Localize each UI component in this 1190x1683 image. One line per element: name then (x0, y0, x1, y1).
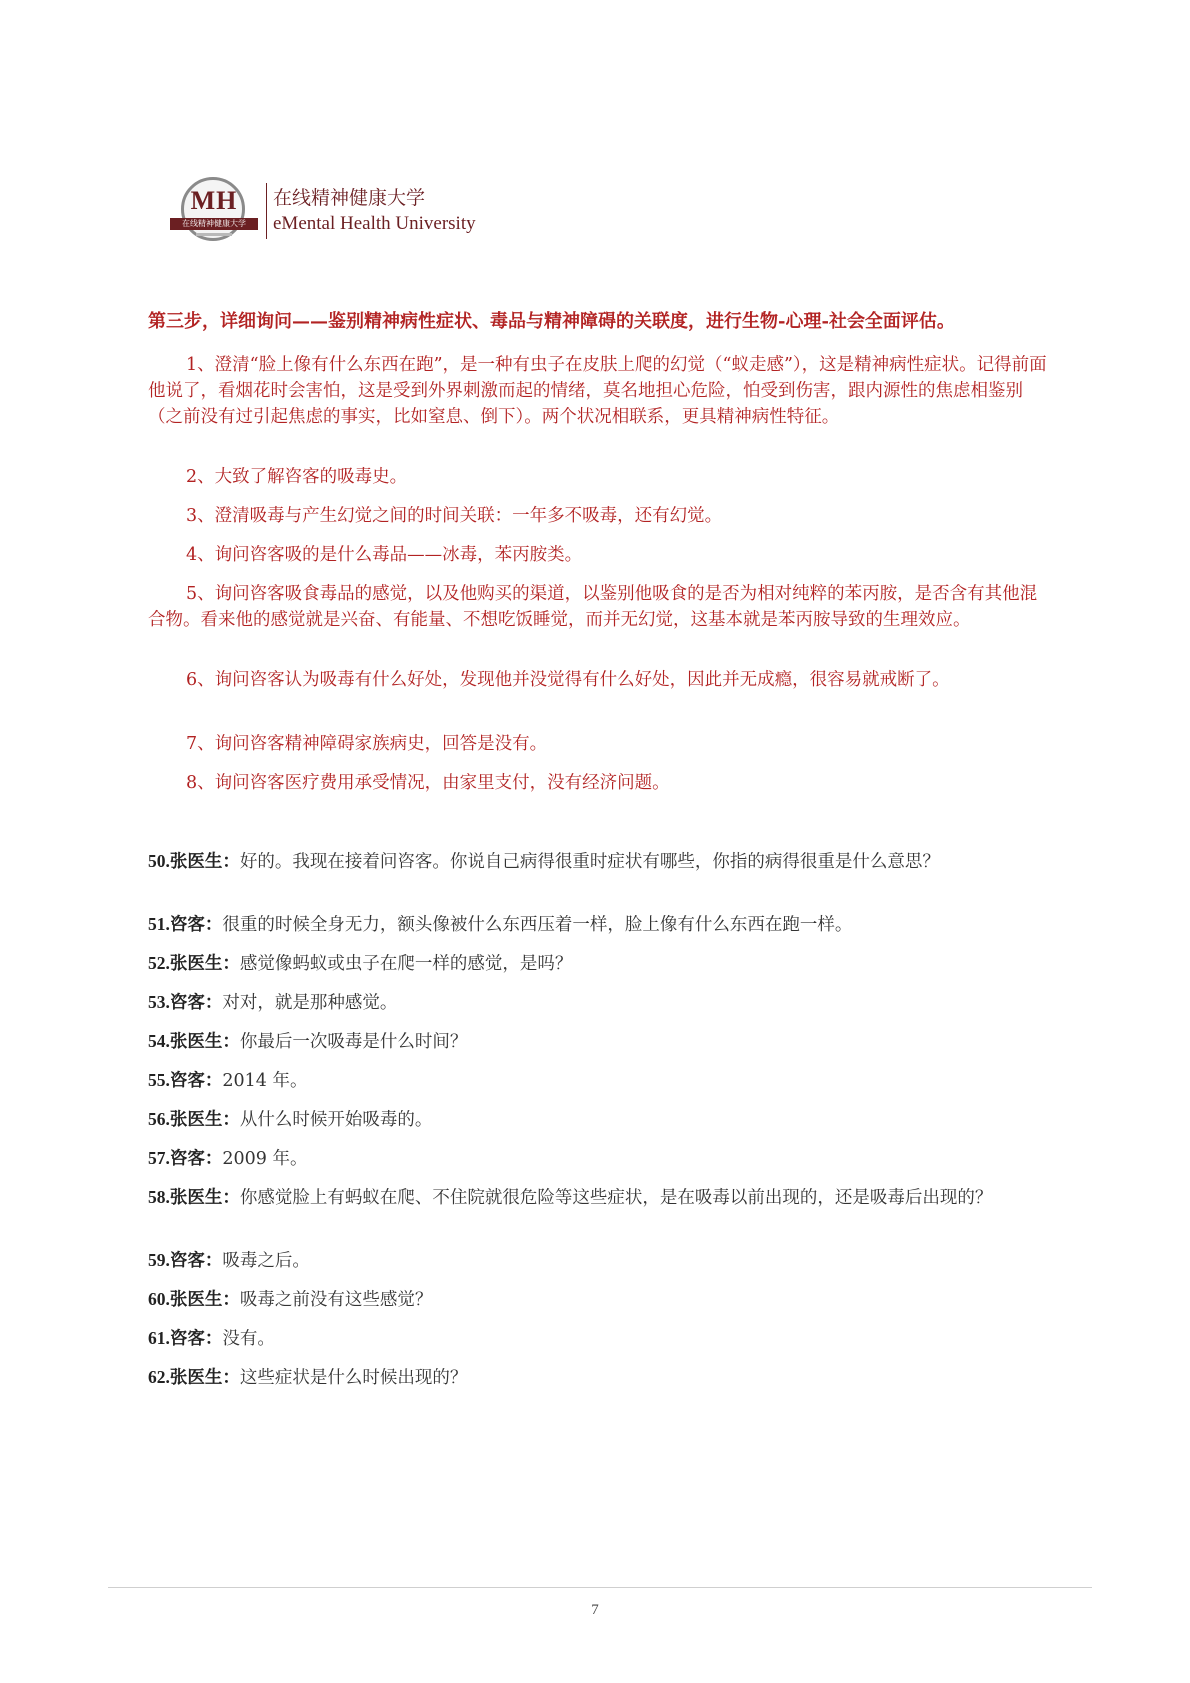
dialogue-line (148, 1247, 1054, 1274)
page-header (172, 176, 476, 246)
section-title: 第三步，详细询问——鉴别精神病性症状、毒品与精神障碍的关联度，进行生物-心理-社会全面评估。 (148, 311, 955, 332)
logo-underline (196, 233, 232, 236)
speaker-label: 张医生： (169, 1187, 240, 1207)
dialogue-text: 好的。我现在接着问咨客。你说自己病得很重时症状有哪些，你指的病得很重是什么意思？ (239, 852, 940, 872)
dialogue-line (148, 1364, 1054, 1391)
section-item-8: 8、询问咨客医疗费用承受情况，由家里支付，没有经济问题。 (186, 773, 670, 793)
section-item-2: 2、大致了解咨客的吸毒史。 (186, 467, 408, 487)
dialogue-line (148, 989, 1054, 1016)
dialogue-line (148, 1184, 1054, 1211)
dialogue-line (148, 1028, 1054, 1055)
speaker-label: 张医生： (169, 1109, 240, 1129)
dialogue-text: 你感觉脸上有蚂蚁在爬、不住院就很危险等这些症状，是在吸毒以前出现的，还是吸毒后出现的？ (239, 1188, 993, 1208)
speaker-label: 咨客： (169, 1070, 223, 1090)
dialogue-text: 这些症状是什么时候出现的？ (239, 1368, 468, 1388)
speaker-label: 咨客： (169, 1148, 223, 1168)
dialogue-line (148, 911, 1054, 938)
section-item-5: 5、询问咨客吸食毒品的感觉，以及他购买的渠道，以鉴别他吸食的是否为相对纯粹的苯丙胺，是否含有其他混合物。看来他的感觉就是兴奋、有能量、不想吃饭睡觉，而并无幻觉，这基本就是苯丙胺导致的生理效应。 (148, 584, 1038, 630)
dialogue-text: 你最后一次吸毒是什么时间？ (239, 1032, 468, 1052)
dialogue-text: 吸毒之后。 (222, 1251, 310, 1271)
dialogue-text: 对对，就是那种感觉。 (222, 993, 398, 1013)
line-number: 52. (148, 953, 170, 973)
section-item-3: 3、澄清吸毒与产生幻觉之间的时间关联：一年多不吸毒，还有幻觉。 (186, 506, 723, 526)
logo-band: 在线精神健康大学 (170, 218, 258, 230)
dialogue-line (148, 848, 1054, 875)
line-number: 60. (148, 1289, 170, 1309)
dialogue-line (148, 1067, 1054, 1094)
section-item-7: 7、询问咨客精神障碍家族病史，回答是没有。 (186, 734, 548, 754)
line-number: 61. (148, 1328, 170, 1348)
dialogue-text: 2014 年。 (222, 1071, 308, 1091)
speaker-label: 张医生： (169, 953, 240, 973)
line-number: 54. (148, 1031, 170, 1051)
line-number: 59. (148, 1250, 170, 1270)
line-number: 51. (148, 914, 170, 934)
dialogue-line (148, 1325, 1054, 1352)
brand-divider (266, 183, 267, 239)
speaker-label: 张医生： (169, 1289, 240, 1309)
dialogue-text: 吸毒之前没有这些感觉？ (239, 1290, 433, 1310)
line-number: 55. (148, 1070, 170, 1090)
line-number: 50. (148, 851, 170, 871)
brand-name-english: eMental Health University (273, 213, 476, 234)
speaker-label: 张医生： (169, 851, 240, 871)
section-item-1: 1、澄清“脸上像有什么东西在跑”，是一种有虫子在皮肤上爬的幻觉（“蚁走感”），这是精神病性症状。记得前面他说了，看烟花时会害怕，这是受到外界刺激而起的情绪，莫名地担心危险，怕受到伤害，跟内源性的焦虑相鉴别（之前没有过引起焦虑的事实，比如窒息、倒下）。两个状况相联系，更具精神病性特征。 (148, 355, 1047, 427)
brand-name-chinese: 在线精神健康大学 (273, 187, 426, 209)
logo-mark: MH (190, 186, 238, 215)
university-logo-seal (172, 177, 258, 245)
dialogue-line (148, 1286, 1054, 1313)
line-number: 58. (148, 1187, 170, 1207)
section-item-4: 4、询问咨客吸的是什么毒品——冰毒，苯丙胺类。 (186, 545, 583, 565)
footer-divider (108, 1587, 1092, 1588)
dialogue-line (148, 1106, 1054, 1133)
speaker-label: 张医生： (169, 1031, 240, 1051)
speaker-label: 张医生： (169, 1367, 240, 1387)
line-number: 57. (148, 1148, 170, 1168)
dialogue-text: 感觉像蚂蚁或虫子在爬一样的感觉，是吗？ (239, 954, 573, 974)
dialogue-text: 从什么时候开始吸毒的。 (239, 1110, 433, 1130)
section-item-6: 6、询问咨客认为吸毒有什么好处，发现他并没觉得有什么好处，因此并无成瘾，很容易就戒断了。 (186, 670, 950, 690)
dialogue-text: 没有。 (222, 1329, 275, 1349)
speaker-label: 咨客： (169, 1328, 223, 1348)
dialogue-line (148, 1145, 1054, 1172)
dialogue-text: 2009 年。 (222, 1149, 308, 1169)
dialogue-line (148, 950, 1054, 977)
speaker-label: 咨客： (169, 914, 223, 934)
line-number: 62. (148, 1367, 170, 1387)
dialogue-text: 很重的时候全身无力，额头像被什么东西压着一样，脸上像有什么东西在跑一样。 (222, 915, 853, 935)
page-number: 7 (591, 1602, 599, 1618)
line-number: 56. (148, 1109, 170, 1129)
speaker-label: 咨客： (169, 1250, 223, 1270)
line-number: 53. (148, 992, 170, 1012)
brand-text (273, 185, 476, 237)
speaker-label: 咨客： (169, 992, 223, 1012)
